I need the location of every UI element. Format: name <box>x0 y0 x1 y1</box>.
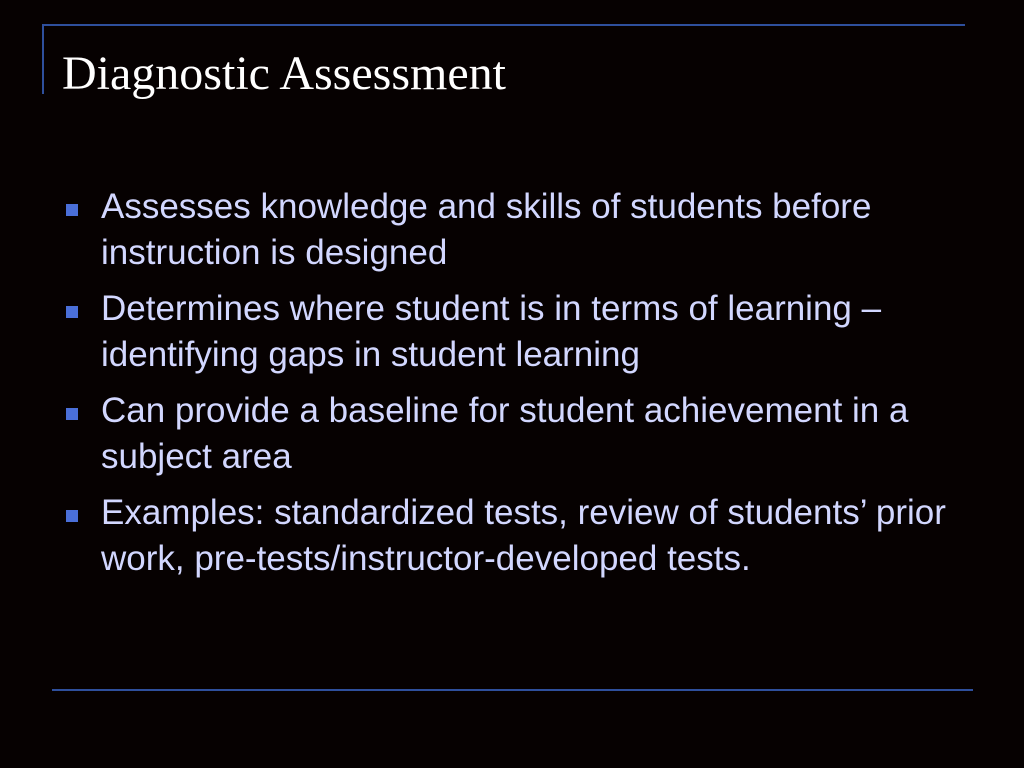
bullet-text: Examples: standardized tests, review of students’ prior work, pre-tests/instructor-developed tests. <box>101 493 946 578</box>
bottom-accent-rule <box>52 689 973 691</box>
slide-title: Diagnostic Assessment <box>62 47 506 100</box>
bullet-text: Can provide a baseline for student achievement in a subject area <box>101 391 909 476</box>
bullet-list <box>62 184 992 592</box>
bullet-item <box>62 286 992 378</box>
square-bullet-icon <box>66 510 78 522</box>
bullet-item <box>62 490 992 582</box>
left-accent-rule <box>42 24 44 94</box>
square-bullet-icon <box>66 204 78 216</box>
bullet-text: Determines where student is in terms of learning – identifying gaps in student learning <box>101 289 882 374</box>
bullet-text: Assesses knowledge and skills of students before instruction is designed <box>101 187 872 272</box>
square-bullet-icon <box>66 408 78 420</box>
square-bullet-icon <box>66 306 78 318</box>
bullet-item <box>62 388 992 480</box>
top-accent-rule <box>43 24 965 26</box>
bullet-item <box>62 184 992 276</box>
